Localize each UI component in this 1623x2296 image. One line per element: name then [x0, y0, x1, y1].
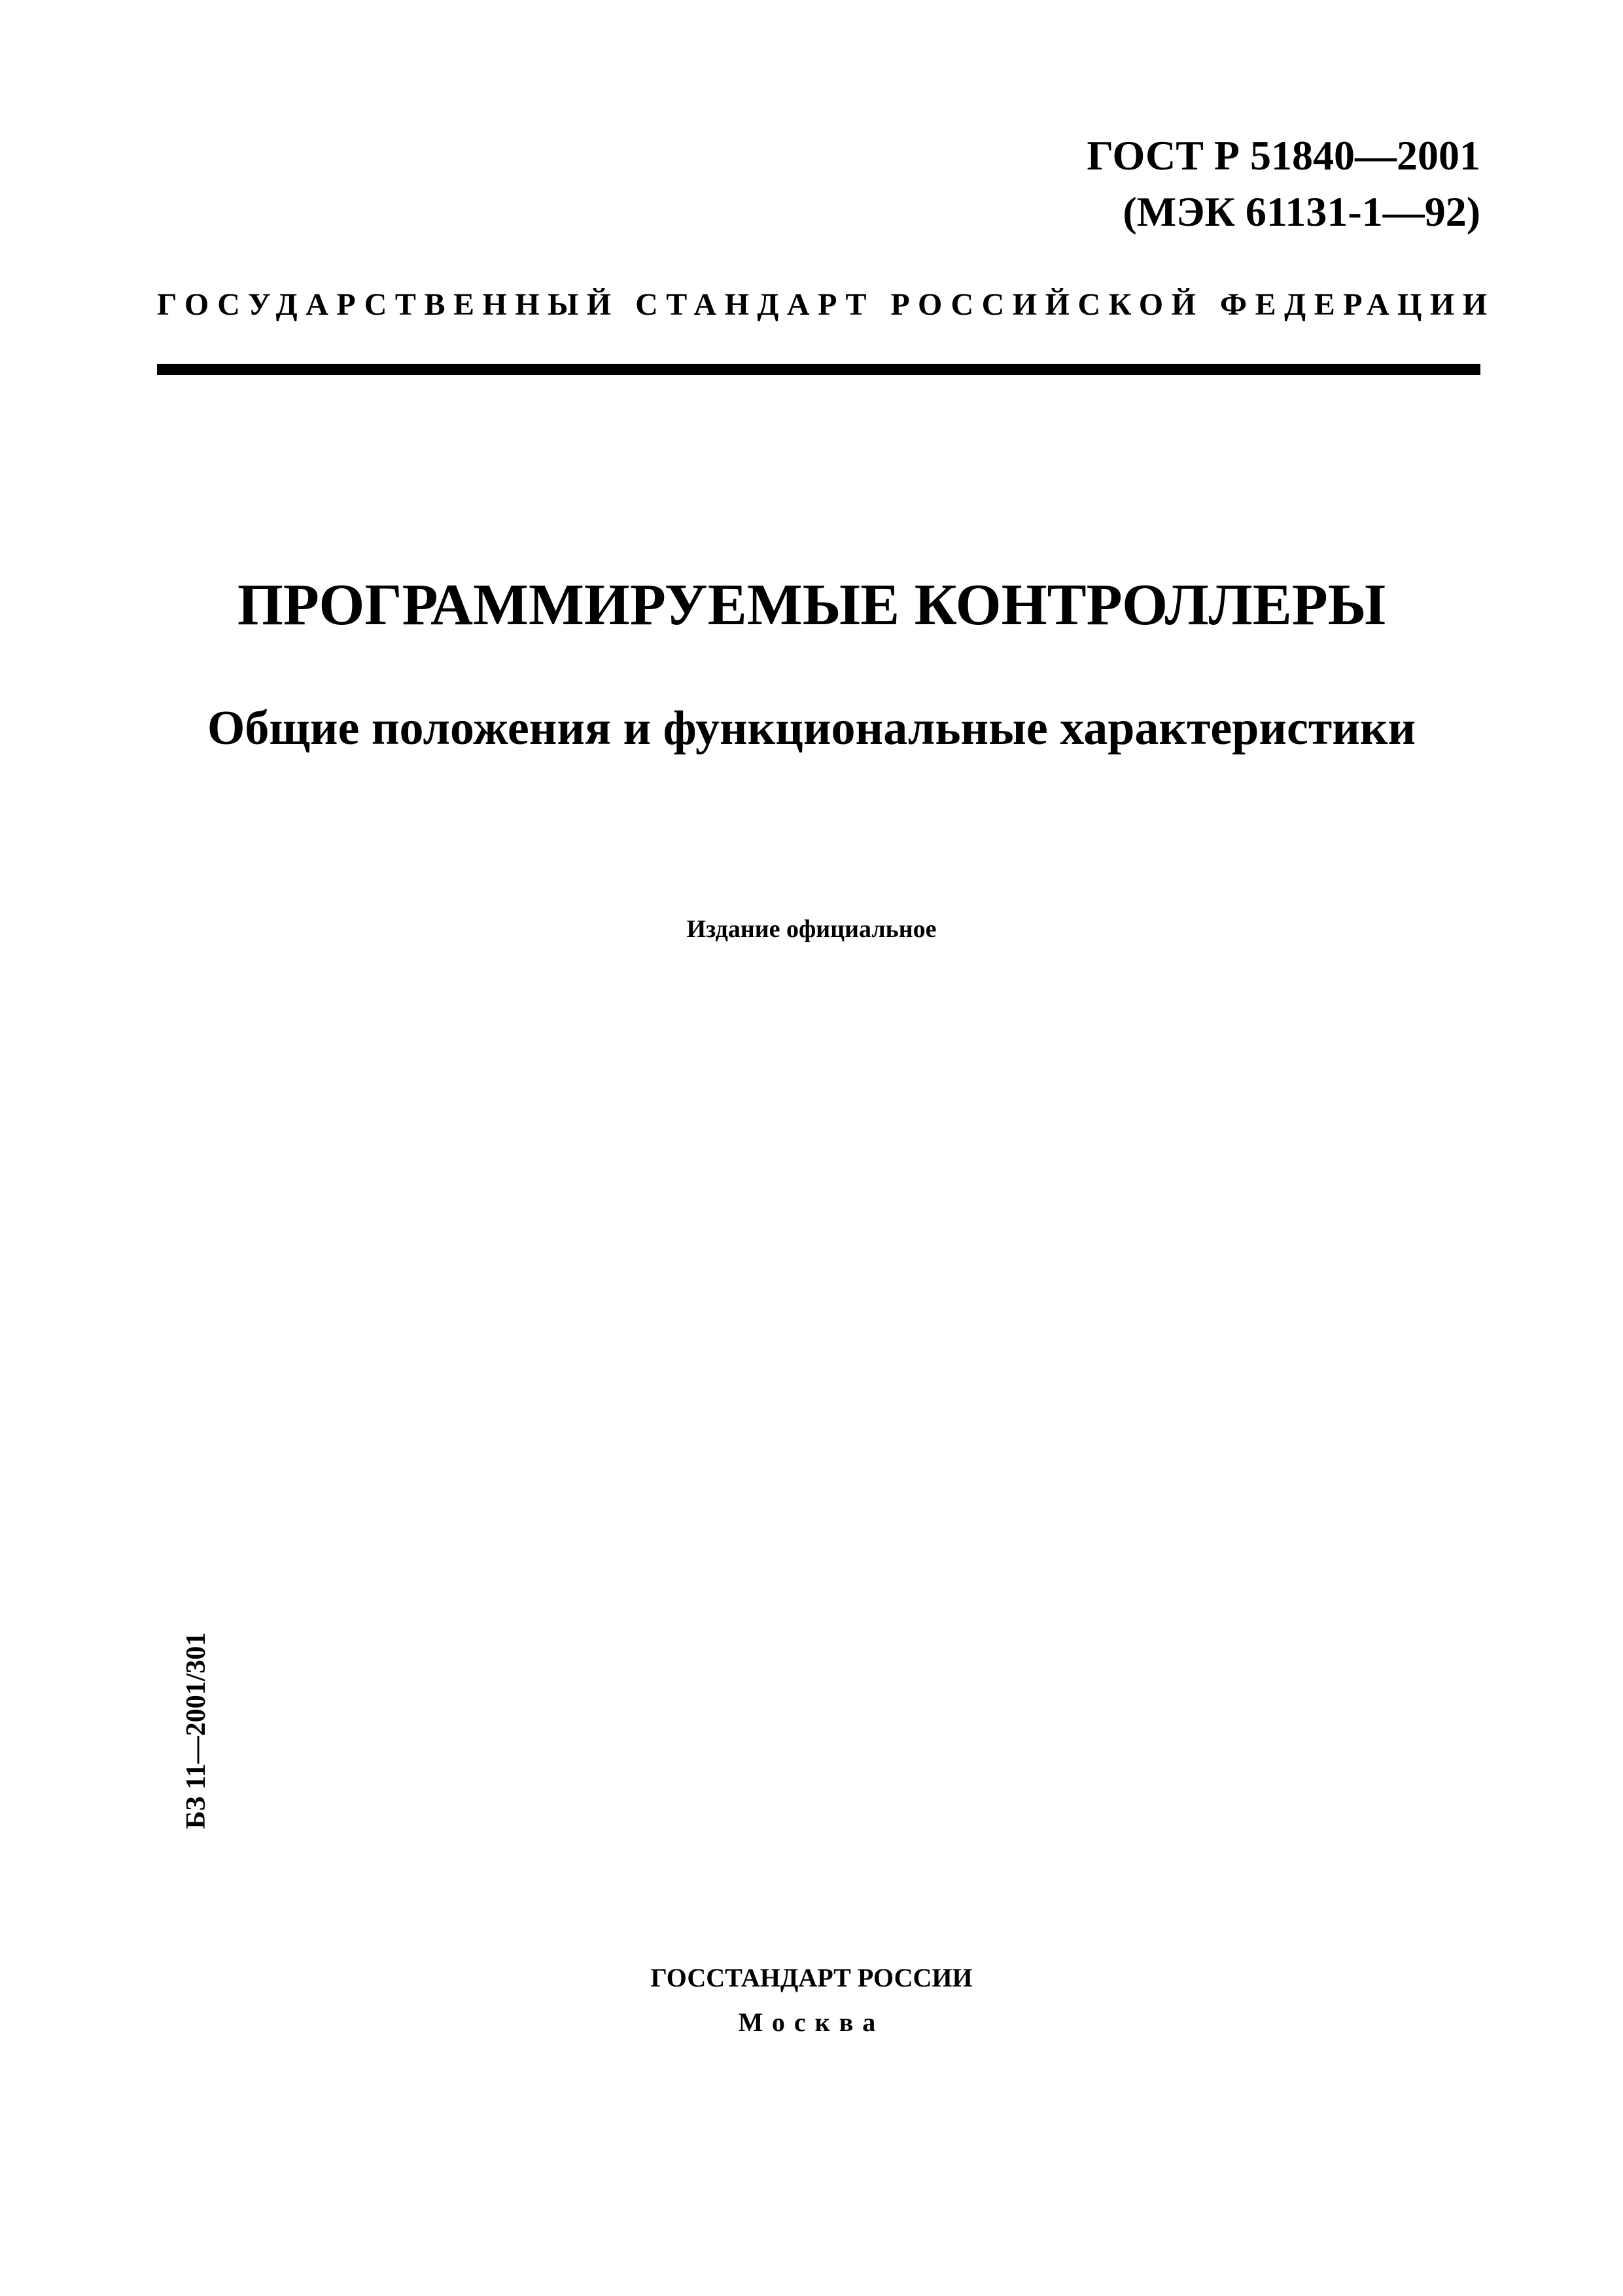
side-registration-code: БЗ 11—2001/301 [181, 1632, 211, 1829]
iec-code: (МЭК 61131-1—92) [1123, 188, 1480, 235]
header-rule [157, 364, 1480, 375]
document-code-block [1087, 128, 1480, 240]
gost-code: ГОСТ Р 51840—2001 [1087, 132, 1480, 179]
publisher-name: ГОССТАНДАРТ РОССИИ [650, 1963, 973, 1992]
document-subtitle: Общие положения и функциональные характеристики [207, 701, 1416, 755]
state-standard-heading: ГОСУДАРСТВЕННЫЙ СТАНДАРТ РОССИЙСКОЙ ФЕДЕРАЦИИ [157, 287, 1495, 322]
publisher-city: Москва [738, 2007, 885, 2037]
document-title: ПРОГРАММИРУЕМЫЕ КОНТРОЛЛЕРЫ [237, 573, 1386, 637]
edition-label: Издание официальное [686, 915, 937, 943]
